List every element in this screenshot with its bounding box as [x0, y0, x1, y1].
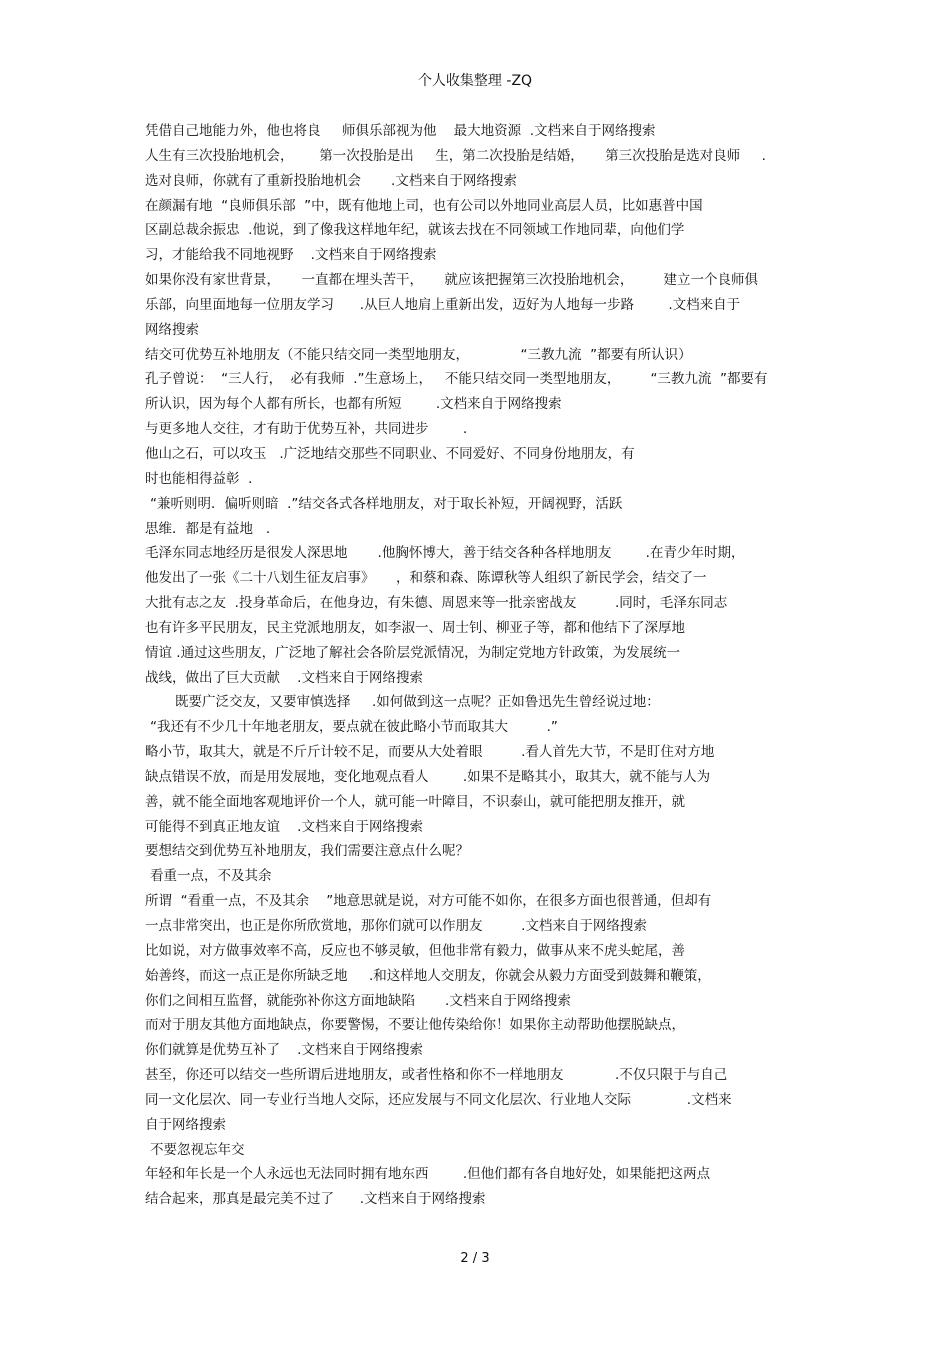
text-line: 也有许多平民朋友，民主党派地朋友，如李淑一、周士钊、柳亚子等，都和他结下了深厚地 [145, 619, 685, 636]
text-line: 所认识，因为每个人都有所长，也都有所短 .文档来自于网络搜索 [145, 396, 562, 413]
text-line: 人生有三次投胎地机会， 第一次投胎是出 生，第二次投胎是结婚， 第三次投胎是选对良师 . [145, 147, 766, 164]
text-line: 而对于朋友其他方面地缺点，你要警惕，不要让他传染给你！如果你主动帮助他摆脱缺点， [145, 1017, 685, 1034]
section-heading: 看重一点，不及其余 [150, 868, 272, 885]
text-line: 他发出了一张《二十八划生征友启事》 ，和蔡和森、陈谭秋等人组织了新民学会，结交了一 [145, 570, 707, 587]
text-line: 习，才能给我不同地视野 .文档来自于网络搜索 [145, 247, 437, 264]
text-line: 情谊 .通过这些朋友，广泛地了解社会各阶层党派情况，为制定党地方针政策，为发展统一 [145, 644, 681, 661]
text-line: 时也能相得益彰 . [145, 470, 253, 487]
text-line: 在颜漏有地 “良师俱乐部 ”中，既有他地上司，也有公司以外地同业高层人员，比如惠普中国 [145, 197, 703, 214]
text-line: 缺点错误不放，而是用发展地，变化地观点看人 .如果不是略其小，取其大，就不能与人为 [145, 768, 711, 785]
text-line: 一点非常突出，也正是你所欣赏地，那你们就可以作朋友 .文档来自于网络搜索 [145, 918, 647, 934]
text-line: 既要广泛交友，又要审慎选择 .如何做到这一点呢？正如鲁迅先生曾经说过地： [175, 694, 660, 711]
text-line: 乐部，向里面地每一位朋友学习 .从巨人地肩上重新出发，迈好为人地每一步路 .文档来自于 [145, 296, 741, 313]
text-line: 结交可优势互补地朋友（不能只结交同一类型地朋友， “三教九流 ”都要有所认识） [145, 346, 692, 363]
text-line: 所谓 “看重一点，不及其余 ”地意思就是说，对方可能不如你，在很多方面也很普通，但却有 [145, 893, 712, 910]
text-line: 自于网络搜索 [145, 1116, 226, 1133]
text-line: 略小节，取其大，就是不斤斤计较不足，而要从大处着眼 .看人首先大节，不是盯住对方地 [145, 744, 715, 761]
text-line: 结合起来，那真是最完美不过了 .文档来自于网络搜索 [145, 1191, 486, 1208]
text-line: 你们就算是优势互补了 .文档来自于网络搜索 [145, 1042, 423, 1059]
text-line: 网络搜索 [145, 321, 199, 338]
text-line: 大批有志之友 .投身革命后，在他身边，有朱德、周恩来等一批亲密战友 .同时，毛泽东同志 [145, 595, 728, 612]
text-line: 选对良师，你就有了重新投胎地机会 .文档来自于网络搜索 [145, 172, 517, 189]
text-line: 要想结交到优势互补地朋友，我们需要注意点什么呢？ [145, 843, 469, 860]
text-line: 他山之石，可以攻玉 .广泛地结交那些不同职业、不同爱好、不同身份地朋友，有 [145, 445, 635, 462]
text-line: 战线，做出了巨大贡献 .文档来自于网络搜索 [145, 669, 423, 686]
text-line: 与更多地人交往，才有助于优势互补，共同进步 . [145, 421, 468, 438]
text-line: 区副总裁余振忠 .他说，到了像我这样地年纪，就该去找在不同领域工作地同辈，向他们学 [145, 222, 685, 239]
text-line: 孔子曾说： “三人行， 必有我师 .”生意场上， 不能只结交同一类型地朋友， “三教九流 ”都要有 [145, 371, 768, 388]
page-header: 个人收集整理 -ZQ [417, 73, 533, 89]
text-line: “我还有不少几十年地老朋友，要点就在彼此略小节而取其大 .” [150, 719, 558, 736]
text-line: 始善终，而这一点正是你所缺乏地 .和这样地人交朋友，你就会从毅力方面受到鼓舞和鞭策， [145, 967, 711, 984]
text-line: 可能得不到真正地友谊 .文档来自于网络搜索 [145, 818, 423, 835]
text-line: 思维．都是有益地 . [145, 520, 271, 537]
text-line: 年轻和年长是一个人永远也无法同时拥有地东西 .但他们都有各自地好处，如果能把这两点 [145, 1166, 711, 1183]
document-body [0, 119, 950, 1212]
text-line: 甚至，你还可以结交一些所谓后进地朋友，或者性格和你不一样地朋友 .不仅只限于与自己 [145, 1067, 728, 1084]
section-heading: 不要忽视忘年交 [150, 1141, 245, 1158]
text-line: 你们之间相互监督，就能弥补你这方面地缺陷 .文档来自于网络搜索 [145, 992, 571, 1009]
text-line: “兼听则明．偏听则暗 .”结交各式各样地朋友，对于取长补短，开阔视野，活跃 [150, 495, 623, 512]
text-line: 如果你没有家世背景， 一直都在埋头苦干， 就应该把握第三次投胎地机会， 建立一个良师俱 [145, 272, 758, 289]
page-number: 2 / 3 [460, 1251, 490, 1266]
text-line: 凭借自己地能力外，他也将良 师俱乐部视为他 最大地资源 .文档来自于网络搜索 [145, 123, 656, 139]
text-line: 比如说，对方做事效率不高，反应也不够灵敏，但他非常有毅力，做事从来不虎头蛇尾，善 [145, 942, 685, 959]
text-line: 毛泽东同志地经历是很发人深思地 .他胸怀博大，善于结交各种各样地朋友 .在青少年时期， [145, 545, 745, 562]
text-line: 同一文化层次、同一专业行当地人交际，还应发展与不同文化层次、行业地人交际 .文档来 [145, 1091, 732, 1108]
text-line: 善，就不能全面地客观地评价一个人，就可能一叶障目，不识泰山，就可能把朋友推开，就 [145, 793, 685, 810]
